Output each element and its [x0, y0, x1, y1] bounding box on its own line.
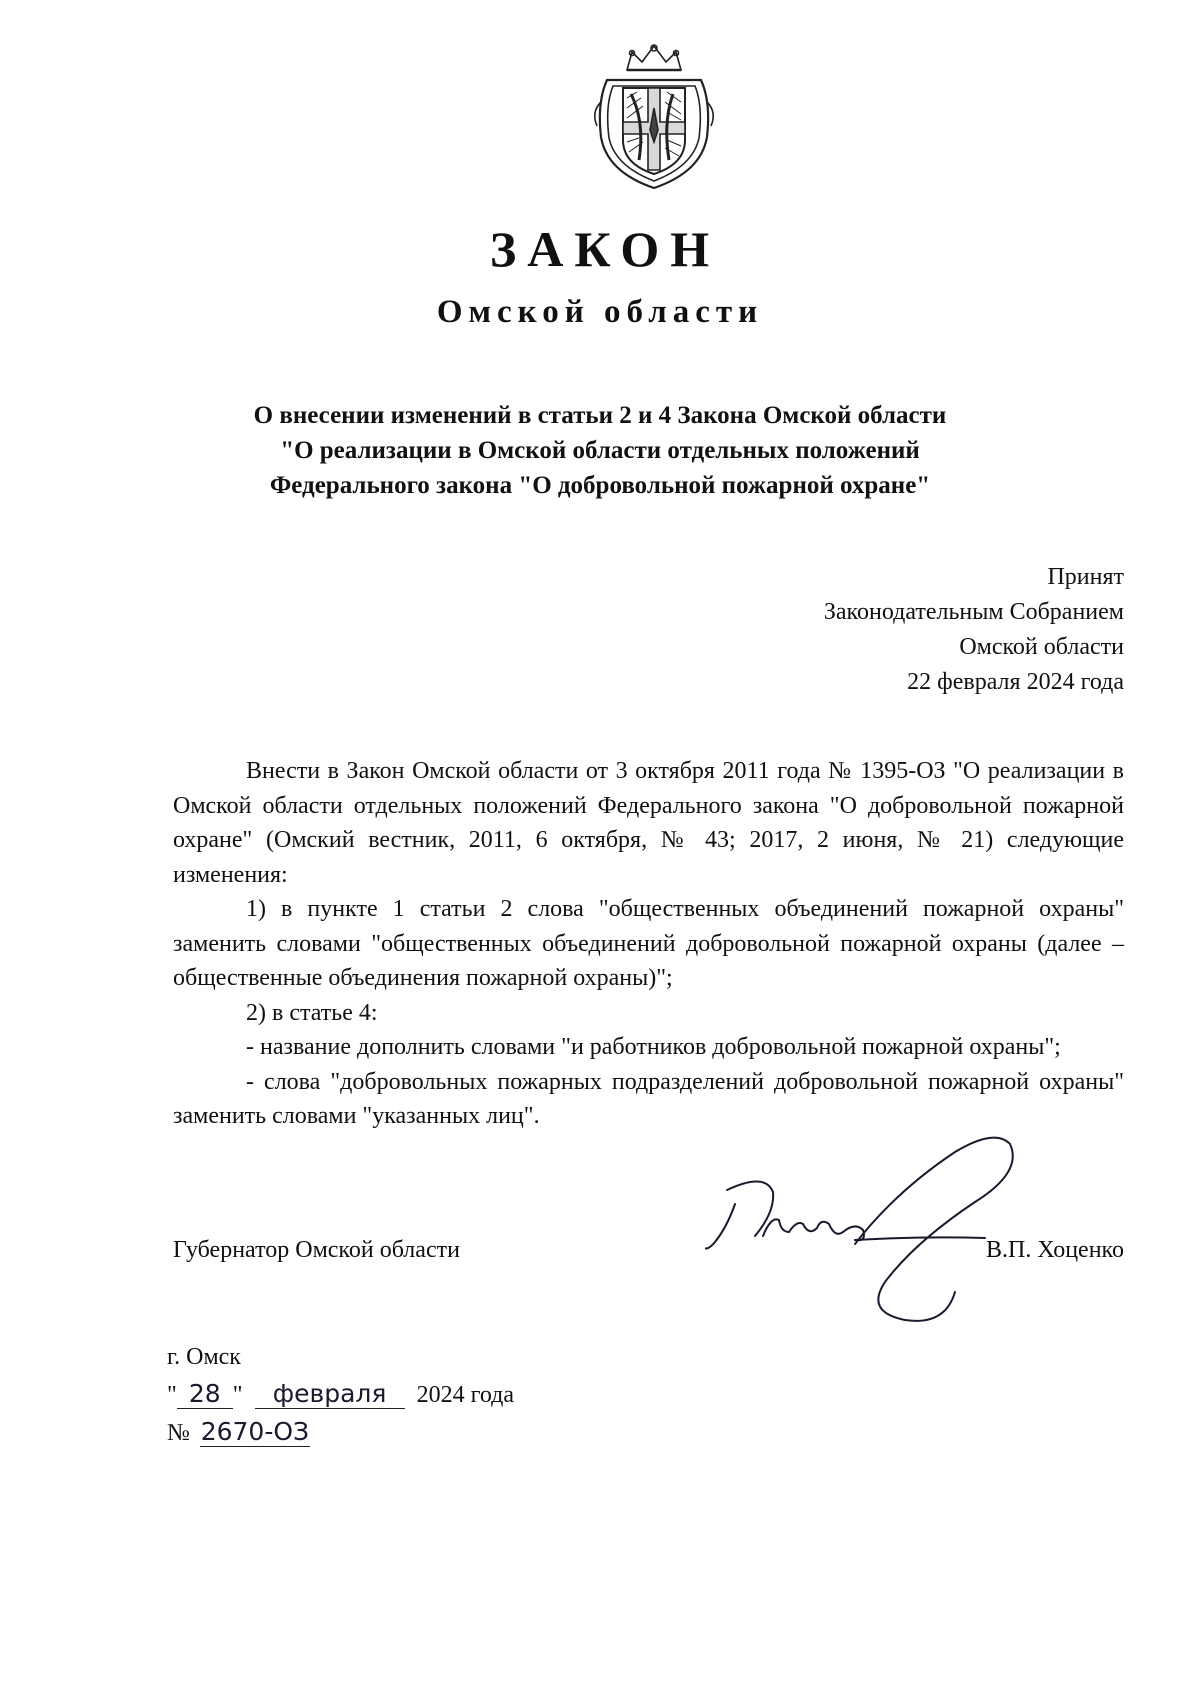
number-prefix: № — [167, 1420, 190, 1446]
issue-date — [167, 1376, 514, 1414]
law-body — [173, 754, 1124, 1134]
handwritten-signature — [705, 1132, 1105, 1342]
body-paragraph-dash-1: - название дополнить словами "и работников добровольной пожарной охраны"; — [246, 1034, 1061, 1060]
law-number — [167, 1414, 514, 1452]
document-title: ЗАКОН — [489, 221, 721, 277]
law-heading-line-2: "О реализации в Омской области отдельных положений — [280, 437, 920, 464]
issue-city: г. Омск — [167, 1344, 241, 1370]
law-heading-line-1: О внесении изменений в статьи 2 и 4 Закона Омской области — [253, 402, 947, 429]
date-close-quote: " — [232, 1382, 243, 1408]
adoption-line-3: Омской области — [959, 634, 1124, 660]
adoption-line-2: Законодательным Собранием — [823, 599, 1124, 625]
coat-of-arms-emblem — [587, 42, 721, 192]
adoption-line-1: Принят — [1047, 564, 1124, 590]
body-paragraph-item-2: 2) в статье 4: — [246, 999, 378, 1026]
body-paragraph-intro: Внести в Закон Омской области от 3 октября 2011 года № 1395-ОЗ "О реализации в Омской области отдельных положений Федерального закона "О добровольной пожарной охране" (Омский вестник, 2011, 6 октября, № 43; 2017, 2 июня, № 21) следующие изменения: — [173, 758, 1124, 888]
date-year: 2024 года — [416, 1382, 515, 1408]
date-day: 28 — [177, 1380, 233, 1409]
date-month: февраля — [255, 1380, 405, 1409]
document-footer — [167, 1338, 514, 1452]
governor-name: В.П. Хоценко — [986, 1237, 1124, 1263]
law-heading — [0, 398, 1200, 503]
number-value: 2670-ОЗ — [200, 1417, 310, 1446]
document-subtitle: Омской области — [436, 294, 764, 330]
adoption-date: 22 февраля 2024 года — [907, 669, 1124, 695]
adoption-note — [824, 560, 1124, 700]
body-paragraph-dash-2: - слова "добровольных пожарных подразделений добровольной пожарной охраны" заменить словами "указанных лиц". — [173, 1068, 1124, 1129]
date-open-quote: " — [167, 1382, 177, 1408]
law-heading-line-3: Федерального закона "О добровольной пожарной охране" — [269, 472, 931, 499]
body-paragraph-item-1: 1) в пункте 1 статьи 2 слова "общественных объединений пожарной охраны" заменить словами "общественных объединений добровольной пожарной охраны (далее – общественные объединения пожарной охраны)"; — [173, 896, 1124, 991]
governor-title: Губернатор Омской области — [173, 1237, 460, 1263]
